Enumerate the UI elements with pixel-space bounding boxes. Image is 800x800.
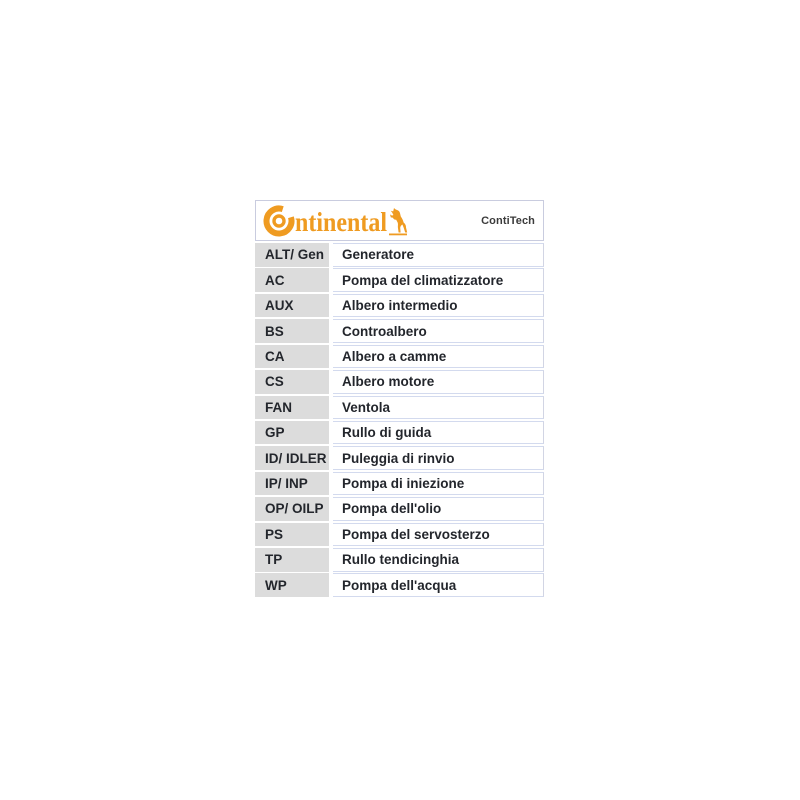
description-cell: Albero intermedio [333, 294, 544, 318]
table-row [255, 396, 544, 420]
abbreviation-cell: OP/ OILP [255, 497, 329, 521]
description-cell: Pompa del climatizzatore [333, 268, 544, 292]
table-row [255, 548, 544, 572]
description-cell: Albero motore [333, 370, 544, 394]
table-row [255, 370, 544, 394]
description-cell: Pompa del servosterzo [333, 523, 544, 547]
table-row [255, 472, 544, 496]
description-cell: Pompa dell'olio [333, 497, 544, 521]
abbreviation-cell: PS [255, 523, 329, 547]
brand-header [255, 200, 544, 241]
table-row [255, 243, 544, 267]
continental-c-glyph [266, 208, 291, 233]
brand-legend-panel [255, 200, 544, 599]
table-row [255, 268, 544, 292]
abbreviation-cell: TP [255, 548, 329, 572]
rearing-horse-icon [390, 208, 407, 233]
description-cell: Puleggia di rinvio [333, 446, 544, 470]
abbreviation-cell: ID/ IDLER [255, 446, 329, 470]
contitech-label: ContiTech [481, 214, 535, 227]
description-cell: Pompa dell'acqua [333, 573, 544, 597]
abbreviation-cell: GP [255, 421, 329, 445]
table-row [255, 294, 544, 318]
abbreviation-cell: BS [255, 319, 329, 343]
description-cell: Generatore [333, 243, 544, 267]
abbreviation-cell: AC [255, 268, 329, 292]
abbreviation-cell: CS [255, 370, 329, 394]
abbreviation-cell: CA [255, 345, 329, 369]
abbreviation-cell: ALT/ Gen [255, 243, 329, 267]
description-cell: Rullo di guida [333, 421, 544, 445]
continental-logo [263, 204, 409, 238]
description-cell: Rullo tendicinghia [333, 548, 544, 572]
table-row [255, 421, 544, 445]
description-cell: Ventola [333, 396, 544, 420]
continental-wordmark: ntinental [295, 206, 388, 237]
abbreviation-cell: WP [255, 573, 329, 597]
table-row [255, 523, 544, 547]
table-row [255, 345, 544, 369]
abbreviation-cell: AUX [255, 294, 329, 318]
abbreviation-cell: IP/ INP [255, 472, 329, 496]
table-row [255, 319, 544, 343]
table-row [255, 497, 544, 521]
abbreviation-legend-table [255, 243, 544, 597]
description-cell: Pompa di iniezione [333, 472, 544, 496]
table-row [255, 573, 544, 597]
abbreviation-cell: FAN [255, 396, 329, 420]
table-row [255, 446, 544, 470]
description-cell: Albero a camme [333, 345, 544, 369]
description-cell: Controalbero [333, 319, 544, 343]
horse-underline [389, 233, 407, 235]
